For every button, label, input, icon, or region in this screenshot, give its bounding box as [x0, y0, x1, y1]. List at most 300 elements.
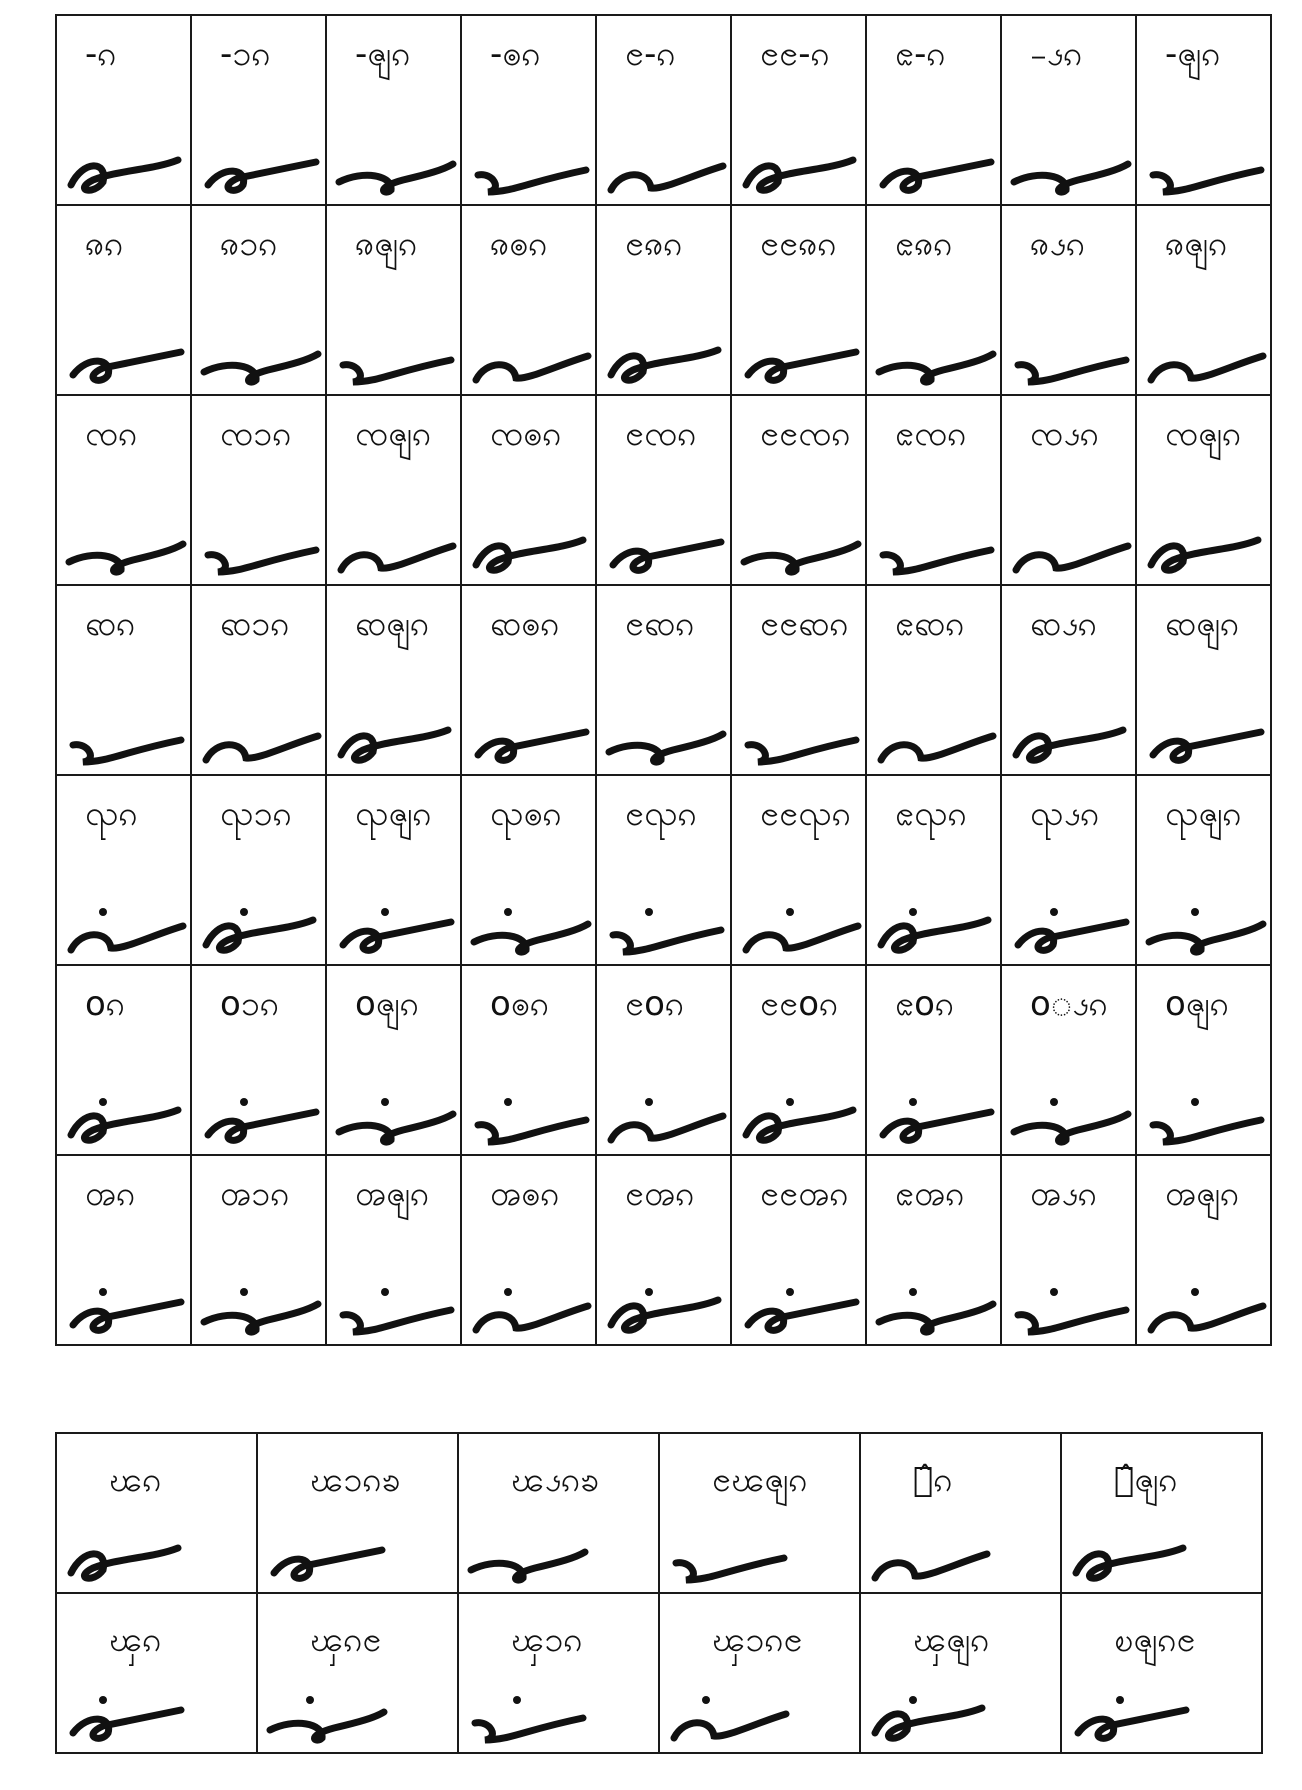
stroke-path [1151, 1306, 1263, 1330]
shorthand-stroke [1143, 700, 1273, 770]
shorthand-stroke [468, 700, 598, 770]
shorthand-stroke [1008, 700, 1138, 770]
stroke-path [883, 162, 991, 190]
cell-label: ၕၺၵ [895, 794, 967, 834]
chart-cell [1136, 205, 1271, 395]
stroke-dot [909, 908, 917, 916]
shorthand-stroke [198, 320, 328, 390]
shorthand-stroke [333, 1080, 463, 1150]
cell-label: ၸၥၵ [220, 414, 292, 454]
chart-cell [56, 1433, 257, 1593]
shorthand-stroke [63, 890, 193, 960]
chart-cell [191, 205, 326, 395]
chart-cell [326, 15, 461, 205]
shorthand-stroke [468, 320, 598, 390]
cell-label: ၾၥၵၔ [712, 1620, 803, 1660]
cell-label: ၕၹၵ [895, 604, 965, 644]
stroke-dot [504, 1098, 512, 1106]
chart-cell [659, 1433, 860, 1593]
shorthand-stroke [666, 1518, 796, 1588]
cell-label: ၔၔၸၵ [760, 414, 851, 454]
stroke-path [71, 1110, 178, 1140]
stroke-dot [99, 1696, 107, 1704]
chart-cell [860, 1433, 1061, 1593]
cell-label: ၻၖၵ [1030, 1174, 1097, 1214]
stroke-dot [1050, 1288, 1058, 1296]
chart-cell [326, 775, 461, 965]
cell-label: oၛၵ [1165, 984, 1229, 1024]
stroke-path [476, 356, 588, 380]
cell-label: ၔၔoၵ [760, 984, 839, 1024]
cell-label: ၽၵ [109, 1460, 162, 1500]
cell-label: oၵ [85, 984, 125, 1024]
cell-label: -ၖၵ [1030, 34, 1083, 74]
stroke-path [71, 926, 183, 950]
chart-row [56, 395, 1271, 585]
stroke-dot [645, 1288, 653, 1296]
stroke-path [1016, 546, 1128, 570]
cell-label: -ၥၵ [220, 34, 271, 74]
chart-cell [191, 775, 326, 965]
shorthand-stroke [873, 1080, 1003, 1150]
stroke-path [1149, 924, 1263, 952]
shorthand-stroke [63, 1270, 193, 1340]
cell-label: -ၛၵ [355, 34, 411, 74]
chart-row [56, 205, 1271, 395]
shorthand-stroke [1008, 510, 1138, 580]
cell-label: ၾၛၵ [913, 1620, 990, 1660]
chart-cell [1136, 1155, 1271, 1345]
cell-label: ၕၻၵ [895, 1174, 965, 1214]
chart-cell [596, 395, 731, 585]
chart-cell [56, 1155, 191, 1345]
chart-cell [56, 15, 191, 205]
chart-cell [257, 1433, 458, 1593]
stroke-path [73, 740, 181, 762]
chart-cell [461, 15, 596, 205]
chart-cell [1001, 585, 1136, 775]
cell-label: ၾၥၵ [511, 1620, 583, 1660]
stroke-path [1018, 922, 1126, 950]
shorthand-stroke [333, 130, 463, 200]
shorthand-stroke [465, 1518, 595, 1588]
stroke-path [1076, 1548, 1183, 1578]
shorthand-stroke [63, 1678, 193, 1748]
cell-label: ၹၛၵ [355, 604, 430, 644]
supplementary-chart [55, 1432, 1263, 1754]
shorthand-stroke [465, 1678, 595, 1748]
chart-cell [866, 205, 1001, 395]
chart-cell [461, 205, 596, 395]
stroke-path [875, 1554, 987, 1578]
shorthand-stroke [468, 1080, 598, 1150]
stroke-dot [909, 1696, 917, 1704]
cell-label: ၻၛၵ [1165, 1174, 1240, 1214]
cell-label: ၾၵၔ [310, 1620, 382, 1660]
cell-label: ၽ̂ၵ [913, 1460, 953, 1500]
chart-cell [596, 965, 731, 1155]
shorthand-stroke [873, 700, 1003, 770]
stroke-path [341, 730, 448, 760]
shorthand-stroke [603, 890, 733, 960]
shorthand-stroke [63, 130, 193, 200]
shorthand-stroke [1008, 1270, 1138, 1340]
chart-cell [596, 15, 731, 205]
stroke-dot [786, 908, 794, 916]
consonant-vowel-chart [55, 14, 1272, 1346]
stroke-path [208, 1112, 316, 1140]
cell-label: ၕoၵ [895, 984, 955, 1024]
stroke-path [270, 1712, 384, 1740]
chart-cell [1061, 1593, 1262, 1753]
stroke-path [883, 550, 991, 572]
stroke-dot [381, 1098, 389, 1106]
chart-cell [1061, 1433, 1262, 1593]
stroke-dot [909, 1098, 917, 1106]
chart-cell [326, 1155, 461, 1345]
stroke-dot [504, 908, 512, 916]
stroke-path [478, 1120, 586, 1142]
shorthand-stroke [63, 1518, 193, 1588]
shorthand-stroke [873, 890, 1003, 960]
cell-label: ၔၽၛၵ [712, 1460, 808, 1500]
cell-label: ၺၜၵ [490, 794, 562, 834]
stroke-dot [513, 1696, 521, 1704]
stroke-path [1018, 1310, 1126, 1332]
shorthand-stroke [468, 890, 598, 960]
chart-cell [461, 775, 596, 965]
stroke-path [881, 920, 988, 950]
stroke-path [204, 1304, 318, 1332]
chart-row [56, 775, 1271, 965]
shorthand-stroke [666, 1678, 796, 1748]
cell-label: ၹၛၵ [1165, 604, 1240, 644]
shorthand-stroke [738, 1080, 868, 1150]
shorthand-stroke [873, 510, 1003, 580]
shorthand-stroke [264, 1678, 394, 1748]
stroke-dot [909, 1288, 917, 1296]
shorthand-stroke [63, 510, 193, 580]
chart-cell [731, 15, 866, 205]
stroke-path [478, 170, 586, 192]
stroke-path [1016, 730, 1123, 760]
stroke-dot [1050, 908, 1058, 916]
stroke-path [206, 920, 313, 950]
stroke-path [71, 160, 178, 190]
chart-cell [191, 15, 326, 205]
chart-cell [866, 965, 1001, 1155]
shorthand-stroke [1143, 1270, 1273, 1340]
shorthand-stroke [738, 130, 868, 200]
shorthand-stroke [63, 320, 193, 390]
stroke-path [676, 1558, 784, 1580]
stroke-path [881, 736, 993, 760]
stroke-dot [786, 1098, 794, 1106]
chart-row [56, 15, 1271, 205]
chart-cell [1001, 1155, 1136, 1345]
stroke-path [73, 1710, 181, 1738]
shorthand-stroke [468, 130, 598, 200]
chart-cell [1136, 395, 1271, 585]
chart-cell [866, 585, 1001, 775]
stroke-dot [99, 1098, 107, 1106]
stroke-path [875, 1708, 982, 1738]
stroke-path [1153, 170, 1261, 192]
cell-label: ၔၷၵ [625, 224, 683, 264]
stroke-path [343, 1310, 451, 1332]
stroke-path [746, 926, 858, 950]
stroke-dot [99, 908, 107, 916]
stroke-path [274, 1550, 382, 1578]
shorthand-stroke [198, 510, 328, 580]
cell-label: ၕၸၵ [895, 414, 967, 454]
shorthand-stroke [603, 700, 733, 770]
stroke-dot [381, 908, 389, 916]
chart-cell [191, 965, 326, 1155]
stroke-path [611, 1300, 718, 1330]
cell-label: oၥၵ [220, 984, 280, 1024]
stroke-path [748, 352, 856, 380]
chart-cell [326, 965, 461, 1155]
cell-label: ၷၛၵ [1165, 224, 1228, 264]
chart-cell [596, 205, 731, 395]
stroke-path [474, 924, 588, 952]
cell-label: ၺၥၵ [220, 794, 292, 834]
cell-label: ၺၖၵ [1030, 794, 1100, 834]
chart-cell [860, 1593, 1061, 1753]
cell-label: ၽၖၵၶ [511, 1460, 600, 1500]
shorthand-stroke [1068, 1678, 1198, 1748]
stroke-path [1014, 164, 1128, 192]
shorthand-stroke [873, 320, 1003, 390]
shorthand-stroke [333, 510, 463, 580]
cell-label: ၸၛၵ [355, 414, 432, 454]
cell-label: ၹၜၵ [490, 604, 560, 644]
stroke-path [613, 542, 721, 570]
chart-cell [1136, 585, 1271, 775]
stroke-dot [1191, 1098, 1199, 1106]
chart-cell [461, 395, 596, 585]
stroke-path [1151, 356, 1263, 380]
chart-cell [731, 585, 866, 775]
stroke-dot [381, 1288, 389, 1296]
shorthand-stroke [1143, 890, 1273, 960]
stroke-path [339, 1114, 453, 1142]
stroke-path [879, 1304, 993, 1332]
stroke-path [1014, 1114, 1128, 1142]
chart-cell [1001, 15, 1136, 205]
cell-label: ၸၜၵ [490, 414, 562, 454]
stroke-dot [504, 1288, 512, 1296]
stroke-dot [240, 908, 248, 916]
chart-cell [56, 395, 191, 585]
chart-cell [1001, 965, 1136, 1155]
cell-label: ၾၵ [109, 1620, 162, 1660]
stroke-path [1153, 732, 1261, 760]
cell-label: ၷၛၵ [355, 224, 418, 264]
shorthand-stroke [1008, 130, 1138, 200]
cell-label: ၻၥၵ [220, 1174, 290, 1214]
cell-label: ၔoၵ [625, 984, 685, 1024]
cell-label: ၺၛၵ [1165, 794, 1242, 834]
shorthand-stroke [867, 1518, 997, 1588]
shorthand-stroke [333, 320, 463, 390]
shorthand-stroke [873, 130, 1003, 200]
stroke-dot [1191, 1288, 1199, 1296]
chart-cell [731, 775, 866, 965]
cell-label: ၿၛၵၔ [1114, 1620, 1196, 1660]
cell-label: ၸၵ [85, 414, 138, 454]
cell-label: ၷၜၵ [490, 224, 548, 264]
cell-label: ၔ-ၵ [625, 34, 676, 74]
stroke-path [674, 1714, 786, 1738]
chart-cell [1136, 15, 1271, 205]
shorthand-stroke [198, 1080, 328, 1150]
cell-label: ၔၻၵ [625, 1174, 695, 1214]
stroke-dot [786, 1288, 794, 1296]
shorthand-stroke [603, 1080, 733, 1150]
cell-label: -ၜၵ [490, 34, 541, 74]
chart-cell [1136, 965, 1271, 1155]
stroke-path [611, 350, 718, 380]
stroke-path [879, 354, 993, 382]
stroke-path [748, 1302, 856, 1330]
chart-cell [866, 775, 1001, 965]
chart-cell [56, 1593, 257, 1753]
stroke-path [476, 540, 583, 570]
stroke-path [73, 1302, 181, 1330]
chart-cell [326, 205, 461, 395]
cell-label: ၕ-ၵ [895, 34, 946, 74]
shorthand-stroke [468, 510, 598, 580]
cell-label: -ၛၵ [1165, 34, 1221, 74]
chart-cell [191, 585, 326, 775]
shorthand-stroke [63, 700, 193, 770]
cell-label: ၹၥၵ [220, 604, 290, 644]
chart-cell [56, 965, 191, 1155]
cell-label: ၸၛၵ [1165, 414, 1242, 454]
chart-cell [731, 965, 866, 1155]
stroke-dot [99, 1288, 107, 1296]
cell-label: ၹၵ [85, 604, 136, 644]
chart-cell [326, 395, 461, 585]
cell-label: ၷၖၵ [1030, 224, 1085, 264]
stroke-dot [1050, 1098, 1058, 1106]
shorthand-stroke [1008, 320, 1138, 390]
chart-cell [596, 585, 731, 775]
chart-cell [461, 585, 596, 775]
cell-label: -ၵ [85, 34, 117, 74]
chart-row [56, 1593, 1262, 1753]
cell-label: ၔၔၺၵ [760, 794, 851, 834]
shorthand-stroke [1008, 1080, 1138, 1150]
chart-cell [458, 1433, 659, 1593]
chart-row [56, 585, 1271, 775]
stroke-path [744, 544, 858, 572]
chart-cell [191, 395, 326, 585]
shorthand-stroke [333, 890, 463, 960]
stroke-path [339, 164, 453, 192]
stroke-dot [306, 1696, 314, 1704]
stroke-dot [702, 1696, 710, 1704]
cell-label: ၔၔ-ၵ [760, 34, 830, 74]
stroke-path [746, 160, 853, 190]
chart-cell [659, 1593, 860, 1753]
shorthand-stroke [1143, 320, 1273, 390]
shorthand-stroke [198, 890, 328, 960]
stroke-path [611, 166, 723, 190]
stroke-path [341, 546, 453, 570]
chart-cell [1001, 775, 1136, 965]
stroke-path [609, 734, 723, 762]
stroke-path [206, 736, 318, 760]
shorthand-stroke [333, 1270, 463, 1340]
cell-label: oၛၵ [355, 984, 419, 1024]
chart-cell [56, 775, 191, 965]
cell-label: ၻၛၵ [355, 1174, 430, 1214]
stroke-path [208, 550, 316, 572]
shorthand-stroke [333, 700, 463, 770]
shorthand-stroke [603, 1270, 733, 1340]
stroke-path [478, 732, 586, 760]
shorthand-stroke [1008, 890, 1138, 960]
stroke-dot [240, 1098, 248, 1106]
cell-label: ၻၜၵ [490, 1174, 560, 1214]
cell-label: ၔၔၹၵ [760, 604, 849, 644]
chart-cell [1001, 205, 1136, 395]
stroke-path [611, 1116, 723, 1140]
cell-label: ၽ̂ၛၵ [1114, 1460, 1178, 1500]
cell-label: oၖၵ [1030, 984, 1108, 1024]
cell-label: ၻၵ [85, 1174, 136, 1214]
chart-cell [326, 585, 461, 775]
chart-cell [1001, 395, 1136, 585]
shorthand-stroke [738, 510, 868, 580]
cell-label: ၺၵ [85, 794, 138, 834]
shorthand-stroke [738, 700, 868, 770]
cell-label: oၜၵ [490, 984, 550, 1024]
shorthand-stroke [1068, 1518, 1198, 1588]
cell-label: ၷၵ [85, 224, 124, 264]
stroke-path [746, 1110, 853, 1140]
cell-label: ၕၷၵ [895, 224, 953, 264]
chart-cell [596, 775, 731, 965]
stroke-path [475, 1718, 583, 1740]
shorthand-stroke [603, 130, 733, 200]
cell-label: ၔၺၵ [625, 794, 697, 834]
shorthand-stroke [738, 320, 868, 390]
cell-label: ၔၹၵ [625, 604, 695, 644]
shorthand-stroke [1143, 130, 1273, 200]
stroke-path [343, 922, 451, 950]
chart-cell [731, 1155, 866, 1345]
stroke-path [1078, 1710, 1186, 1738]
chart-cell [56, 585, 191, 775]
chart-cell [866, 395, 1001, 585]
chart-cell [1136, 775, 1271, 965]
cell-label: ၺၛၵ [355, 794, 432, 834]
stroke-dot [645, 1098, 653, 1106]
shorthand-stroke [198, 700, 328, 770]
shorthand-stroke [738, 890, 868, 960]
chart-cell [458, 1593, 659, 1753]
cell-label: ၽၥၵၶ [310, 1460, 401, 1500]
stroke-path [208, 162, 316, 190]
stroke-path [471, 1552, 585, 1580]
chart-cell [257, 1593, 458, 1753]
chart-row [56, 1155, 1271, 1345]
chart-cell [461, 1155, 596, 1345]
